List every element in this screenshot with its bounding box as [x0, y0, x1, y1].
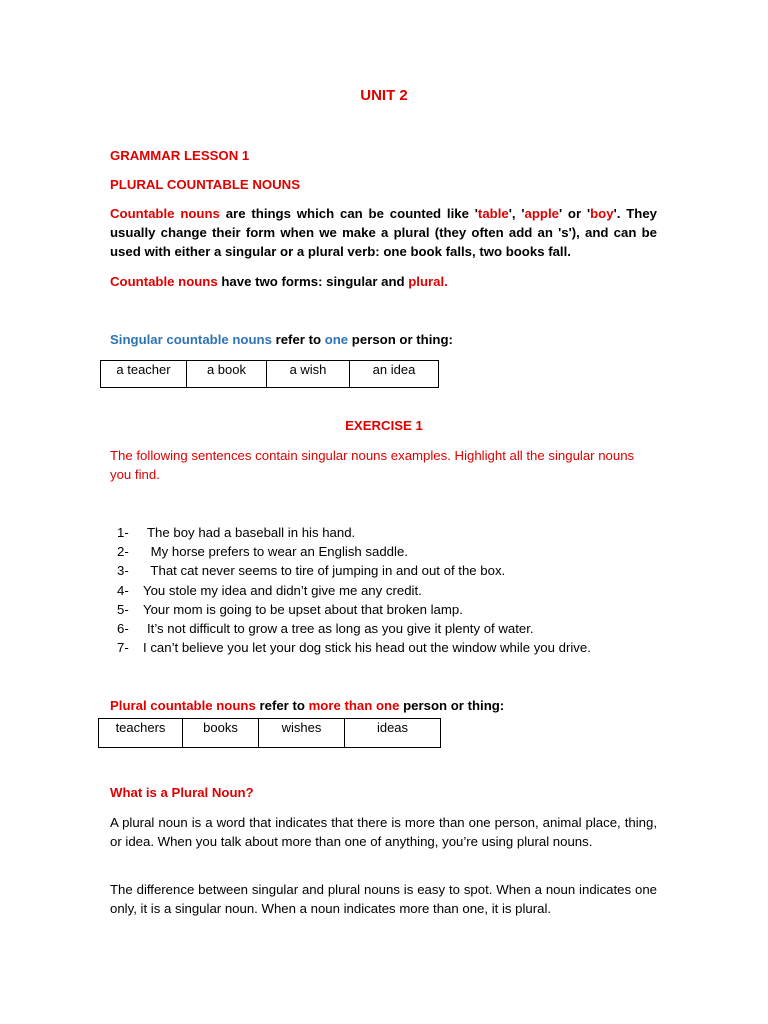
example-table: table [477, 206, 509, 221]
term-countable-nouns: Countable nouns [110, 274, 218, 289]
table-cell: teachers [99, 719, 183, 748]
exercise-list [117, 523, 591, 657]
item-text: The boy had a baseball in his hand. [147, 525, 356, 540]
topic-title: PLURAL COUNTABLE NOUNS [110, 177, 300, 192]
singular-text: person or thing: [348, 332, 453, 347]
table-cell: a wish [267, 361, 350, 388]
singular-words-table [100, 360, 439, 388]
intro-text: are things which can be counted like ' [219, 206, 478, 221]
table-cell: wishes [259, 719, 345, 748]
list-item [117, 581, 591, 600]
list-item [117, 523, 591, 542]
intro-separator: ' or ' [558, 206, 591, 221]
item-text: It’s not difficult to grow a tree as long as you give it plenty of water. [147, 621, 534, 637]
term-singular-countable-nouns: Singular countable nouns [110, 332, 272, 347]
plural-words-table [98, 718, 441, 748]
item-number: 4- [117, 582, 129, 598]
unit-title: UNIT 2 [360, 87, 408, 104]
list-item [117, 561, 591, 580]
plural-text: refer to [255, 698, 309, 713]
intro-paragraph [110, 204, 657, 261]
table-cell: ideas [345, 719, 441, 748]
item-text: My horse prefers to wear an English saddle. [147, 544, 408, 560]
term-plural: plural. [408, 274, 448, 289]
forms-text: have two forms: singular and [217, 274, 409, 289]
exercise-title: EXERCISE 1 [345, 418, 423, 433]
item-text: That cat never seems to tire of jumping in and out of the box. [147, 563, 506, 579]
plural-definition-paragraph: A plural noun is a word that indicates that there is more than one person, animal place, thing, or idea. When you talk about more than one of anything, you’re using plural nouns. [110, 815, 657, 849]
term-one: one [324, 332, 349, 347]
table-cell: a teacher [101, 361, 187, 388]
item-number: 6- [117, 621, 129, 637]
plural-heading [110, 696, 504, 715]
intro-text-rest: '. They usually change their form when we make a plural (they often add an 's'), and can be used with either a singular or a plural verb: one book falls, two books fall. [110, 206, 657, 259]
item-text: I can’t believe you let your dog stick his head out the window while you drive. [143, 640, 591, 656]
plural-text: person or thing: [399, 698, 505, 713]
lesson-title: GRAMMAR LESSON 1 [110, 148, 250, 163]
table-cell: an idea [350, 361, 439, 388]
term-countable-nouns: Countable nouns [110, 206, 220, 221]
item-number: 5- [117, 601, 129, 617]
table-cell: a book [187, 361, 267, 388]
plural-difference-paragraph: The difference between singular and plural nouns is easy to spot. When a noun indicates one only, it is a singular noun. When a noun indicates more than one, it is plural. [110, 882, 657, 916]
list-item [117, 619, 591, 638]
example-boy: boy [590, 206, 614, 221]
singular-text: refer to [271, 332, 325, 347]
item-number: 7- [117, 640, 129, 656]
item-number: 2- [117, 544, 129, 560]
list-item [117, 542, 591, 561]
list-item [117, 638, 591, 657]
table-cell: books [183, 719, 259, 748]
item-number: 3- [117, 563, 129, 579]
term-more-than-one: more than one [308, 698, 400, 713]
forms-sentence [110, 272, 448, 291]
example-apple: apple [524, 206, 559, 221]
intro-separator: ', ' [508, 206, 525, 221]
singular-heading [110, 330, 453, 349]
term-plural-countable-nouns: Plural countable nouns [110, 698, 256, 713]
item-text: You stole my idea and didn’t give me any credit. [143, 582, 422, 598]
item-number: 1- [117, 525, 129, 540]
exercise-instruction: The following sentences contain singular nouns examples. Highlight all the singular nouns you find. [110, 448, 635, 482]
item-text: Your mom is going to be upset about that broken lamp. [143, 601, 463, 617]
list-item [117, 600, 591, 619]
section-title-what-is-plural: What is a Plural Noun? [110, 785, 254, 800]
